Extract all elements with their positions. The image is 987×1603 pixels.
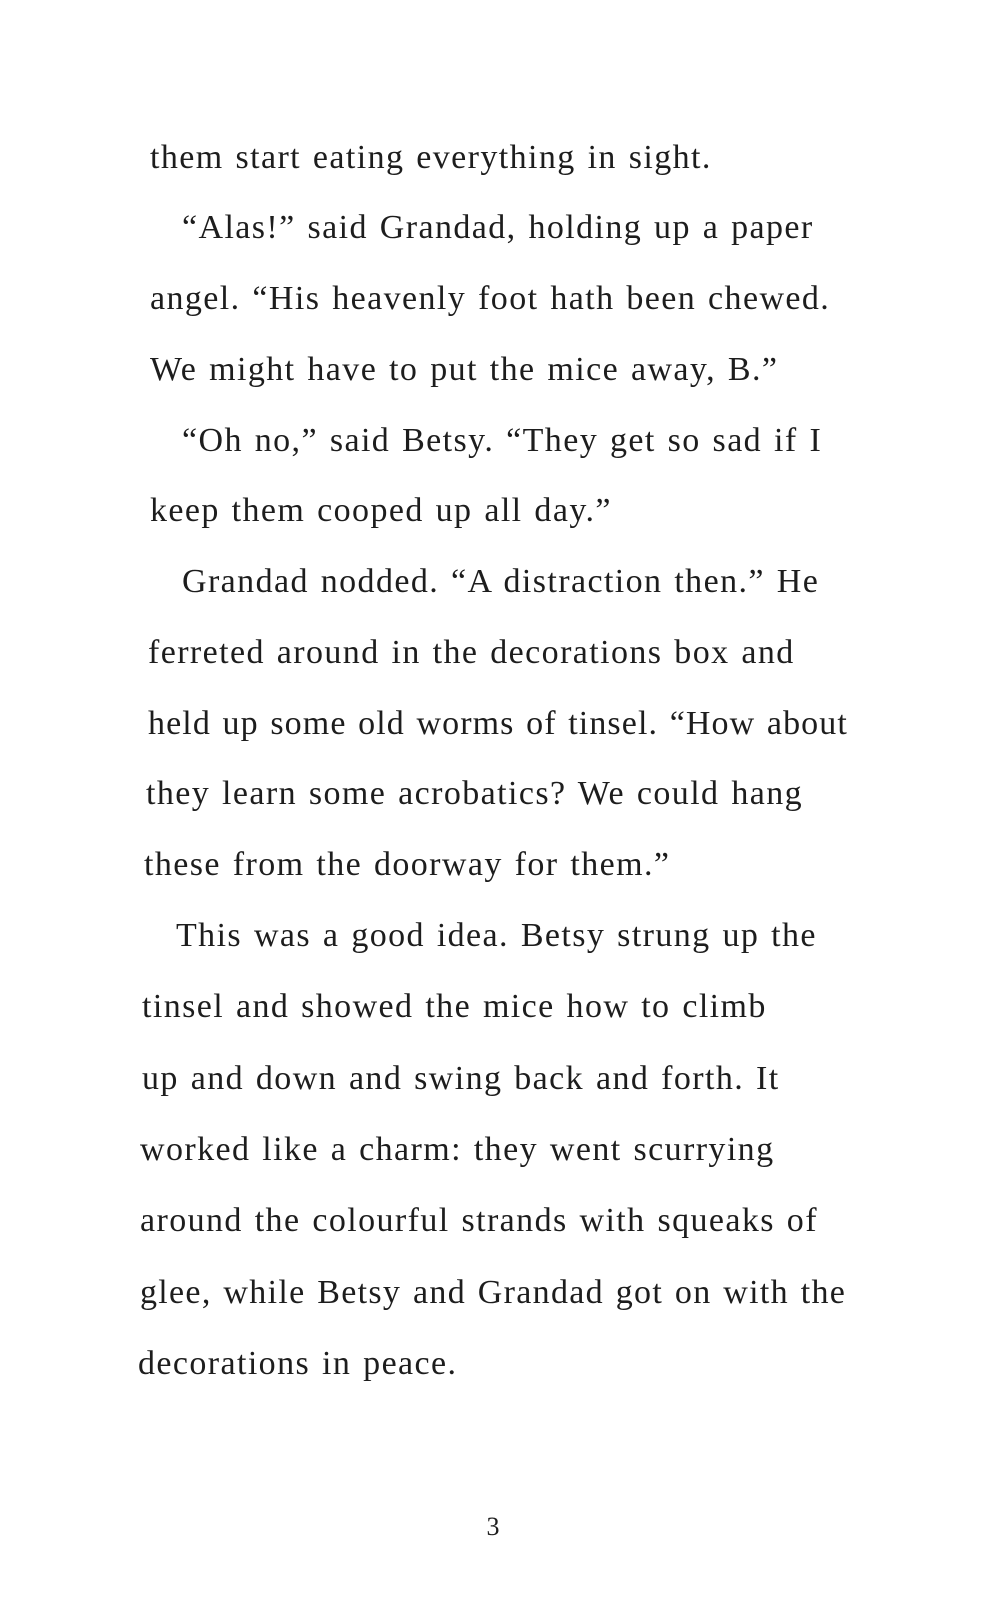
text-line: held up some old worms of tinsel. “How about — [148, 705, 848, 742]
text-line: ferreted around in the decorations box and — [148, 634, 795, 671]
text-line: tinsel and showed the mice how to climb — [142, 988, 767, 1025]
page-number: 3 — [486, 1512, 501, 1541]
text-line: them start eating everything in sight. — [150, 139, 712, 176]
text-line: decorations in peace. — [138, 1345, 458, 1382]
text-line: these from the doorway for them.” — [144, 846, 671, 883]
text-line: angel. “His heavenly foot hath been chewed. — [150, 280, 831, 317]
text-line: around the colourful strands with squeaks of — [140, 1202, 818, 1239]
text-line: up and down and swing back and forth. It — [142, 1060, 780, 1097]
text-line: they learn some acrobatics? We could hang — [146, 775, 804, 812]
text-line: “Alas!” said Grandad, holding up a paper — [182, 209, 814, 246]
text-line: worked like a charm: they went scurrying — [140, 1131, 775, 1168]
text-line: keep them cooped up all day.” — [150, 492, 612, 529]
text-line: We might have to put the mice away, B.” — [150, 351, 779, 388]
text-line: This was a good idea. Betsy strung up the — [176, 917, 817, 954]
text-line: “Oh no,” said Betsy. “They get so sad if I — [182, 422, 823, 459]
text-line: Grandad nodded. “A distraction then.” He — [182, 563, 820, 600]
text-line: glee, while Betsy and Grandad got on with the — [140, 1274, 847, 1311]
